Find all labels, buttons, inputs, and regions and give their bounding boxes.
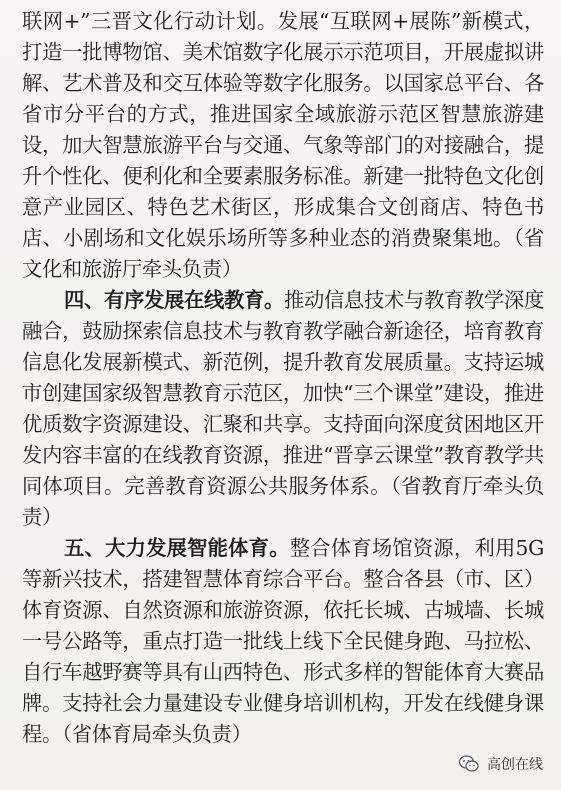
section-heading: 四、有序发展在线教育。 [64, 288, 285, 312]
paragraph-text: 整合体育场馆资源，利用5G等新兴技术，搭建智慧体育综合平台。整合各县（市、区）体育资源、自然资源和旅游资源，依托长城、古城墙、长城一号公路等，重点打造一批线上线下全民健身跑、马拉松、自行车越野赛等具有山西特色、形式多样的智能体育大赛品牌。支持社会力量建设专业健身培训机构，开发在线健身课程。（省体育局牵头负责） [22, 536, 544, 746]
paragraph-online-education [22, 285, 544, 533]
document-body [22, 6, 544, 750]
paragraph-culture-tourism [22, 6, 544, 285]
paragraph-smart-sports [22, 533, 544, 750]
watermark-label: 高创在线 [487, 757, 543, 773]
paragraph-text: 推动信息技术与教育教学深度融合，鼓励探索信息技术与教育教学融合新途径，培育教育信息化发展新模式、新范例，提升教育发展质量。支持运城市创建国家级智慧教育示范区，加快“三个课堂”建设，推进优质数字资源建设、汇聚和共享。支持面向深度贫困地区开发内容丰富的在线教育资源，推进“晋享云课堂”教育教学共同体项目。完善教育资源公共服务体系。（省教育厅牵头负责） [22, 288, 545, 529]
section-heading: 五、大力发展智能体育。 [64, 536, 290, 560]
paragraph-text: 联网+”三晋文化行动计划。发展“互联网+展陈”新模式，打造一批博物馆、美术馆数字化展示示范项目，开展虚拟讲解、艺术普及和交互体验等数字化服务。以国家总平台、各省市分平台的方式，推进国家全域旅游示范区智慧旅游建设，加大智慧旅游平台与交通、气象等部门的对接融合，提升个性化、便利化和全要素服务标准。新建一批特色文化创意产业园区、特色艺术街区，形成集合文创商店、特色书店、小剧场和文化娱乐场所等多种业态的消费聚集地。（省文化和旅游厅牵头负责） [22, 9, 544, 281]
watermark [457, 752, 543, 776]
wechat-icon [457, 752, 481, 776]
